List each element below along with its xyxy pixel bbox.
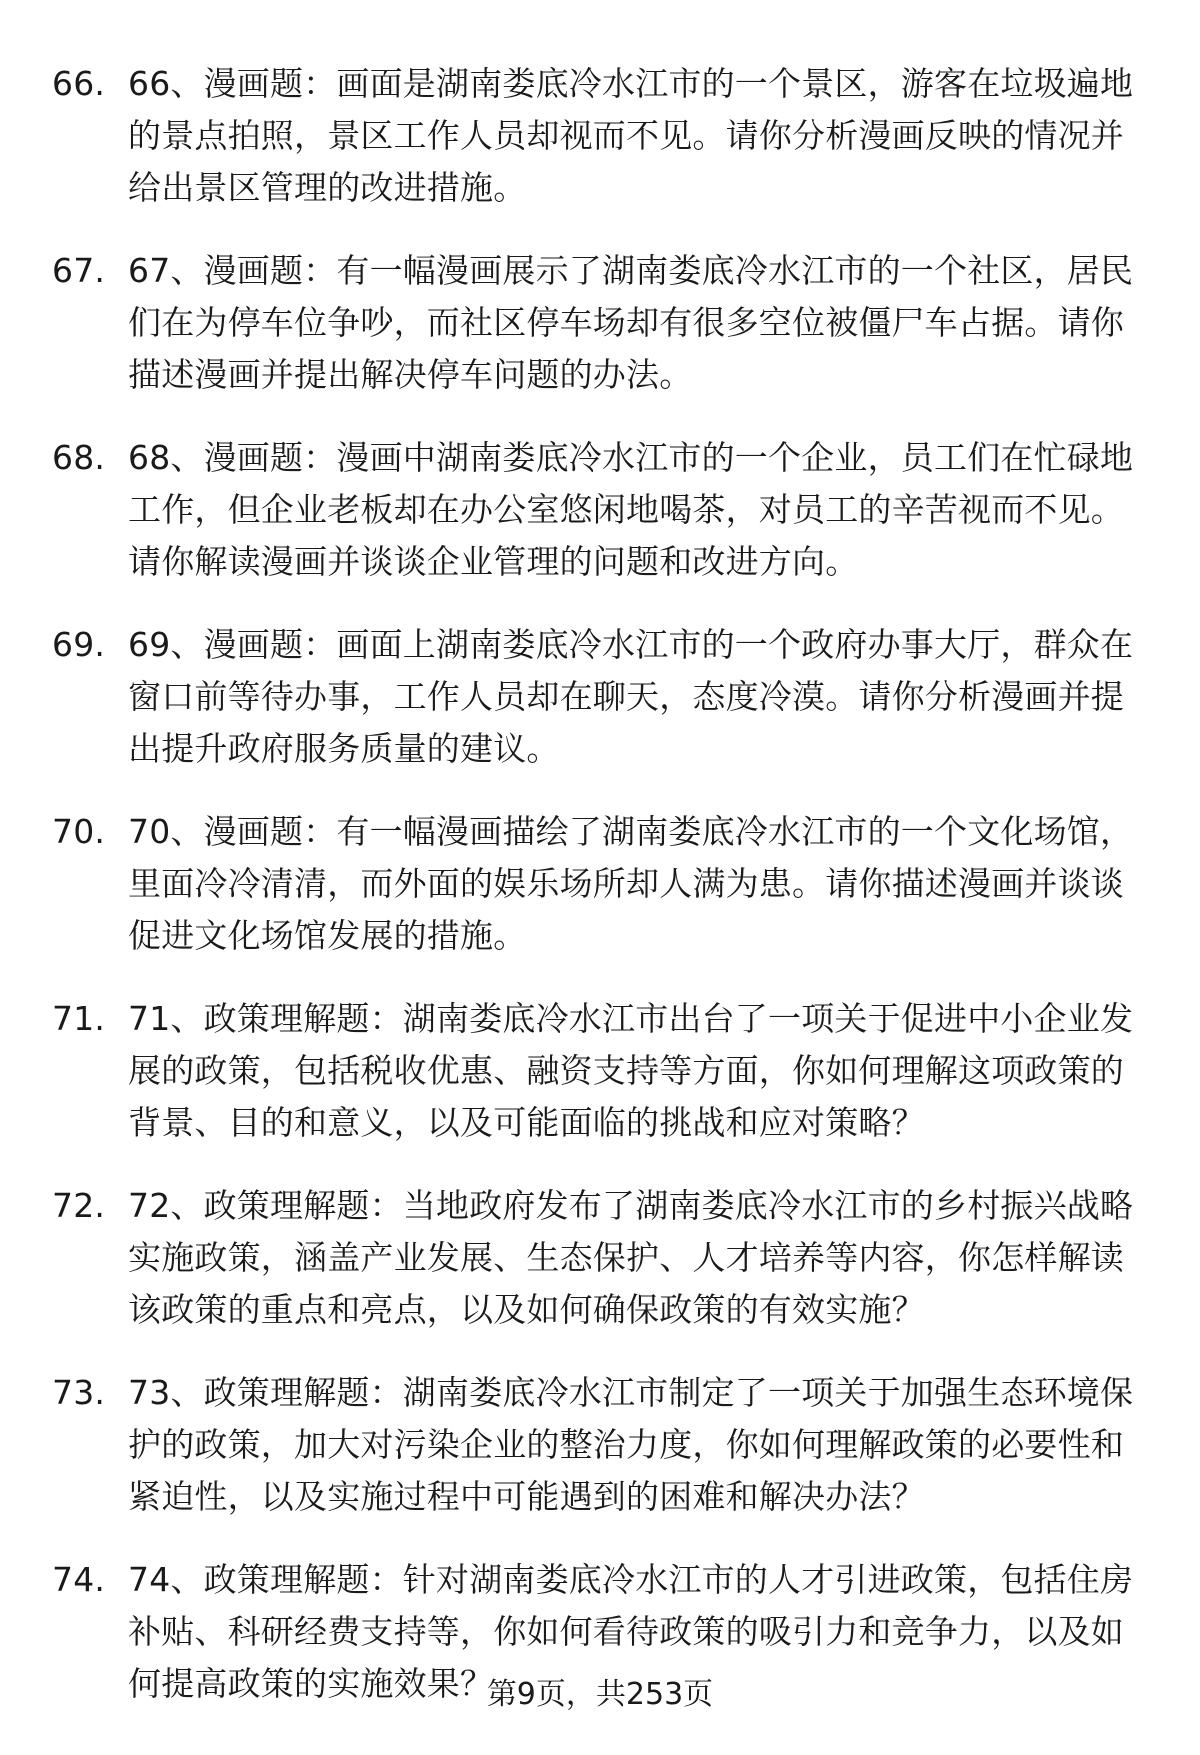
question-number: 66.	[52, 64, 106, 103]
question-text: 73、政策理解题：湖南娄底冷水江市制定了一项关于加强生态环境保护的政策，加大对污染企业的整治力度，你如何理解政策的必要性和紧迫性，以及实施过程中可能遇到的困难和解决办法？	[128, 1373, 1134, 1516]
question-text: 74、政策理解题：针对湖南娄底冷水江市的人才引进政策，包括住房补贴、科研经费支持等，你如何看待政策的吸引力和竞争力，以及如何提高政策的实施效果？	[128, 1560, 1134, 1703]
question-number: 70.	[52, 812, 106, 851]
question-text: 67、漫画题：有一幅漫画展示了湖南娄底冷水江市的一个社区，居民们在为停车位争吵，而社区停车场却有很多空位被僵尸车占据。请你描述漫画并提出解决停车问题的办法。	[128, 251, 1134, 394]
list-item	[52, 619, 1148, 775]
question-number: 74.	[52, 1560, 106, 1599]
question-number: 67.	[52, 251, 106, 290]
question-number: 69.	[52, 625, 106, 664]
list-item	[52, 432, 1148, 588]
question-list	[52, 58, 1148, 1741]
question-text: 66、漫画题：画面是湖南娄底冷水江市的一个景区，游客在垃圾遍地的景点拍照，景区工作人员却视而不见。请你分析漫画反映的情况并给出景区管理的改进措施。	[128, 64, 1134, 207]
list-item	[52, 806, 1148, 962]
list-item	[52, 245, 1148, 401]
list-item	[52, 993, 1148, 1149]
list-item	[52, 1180, 1148, 1336]
question-text: 70、漫画题：有一幅漫画描绘了湖南娄底冷水江市的一个文化场馆，里面冷冷清清，而外面的娱乐场所却人满为患。请你描述漫画并谈谈促进文化场馆发展的措施。	[128, 812, 1134, 955]
list-item	[52, 1367, 1148, 1523]
page-footer: 第9页，共253页	[486, 1677, 714, 1712]
list-item	[52, 58, 1148, 214]
question-number: 68.	[52, 438, 106, 477]
question-text: 68、漫画题：漫画中湖南娄底冷水江市的一个企业，员工们在忙碌地工作，但企业老板却在办公室悠闲地喝茶，对员工的辛苦视而不见。请你解读漫画并谈谈企业管理的问题和改进方向。	[128, 438, 1134, 581]
question-text: 69、漫画题：画面上湖南娄底冷水江市的一个政府办事大厅，群众在窗口前等待办事，工作人员却在聊天，态度冷漠。请你分析漫画并提出提升政府服务质量的建议。	[128, 625, 1134, 768]
question-number: 73.	[52, 1373, 106, 1412]
question-number: 71.	[52, 999, 106, 1038]
question-text: 71、政策理解题：湖南娄底冷水江市出台了一项关于促进中小企业发展的政策，包括税收优惠、融资支持等方面，你如何理解这项政策的背景、目的和意义，以及可能面临的挑战和应对策略？	[128, 999, 1134, 1142]
question-text: 72、政策理解题：当地政府发布了湖南娄底冷水江市的乡村振兴战略实施政策，涵盖产业发展、生态保护、人才培养等内容，你怎样解读该政策的重点和亮点，以及如何确保政策的有效实施？	[128, 1186, 1134, 1329]
question-number: 72.	[52, 1186, 106, 1225]
